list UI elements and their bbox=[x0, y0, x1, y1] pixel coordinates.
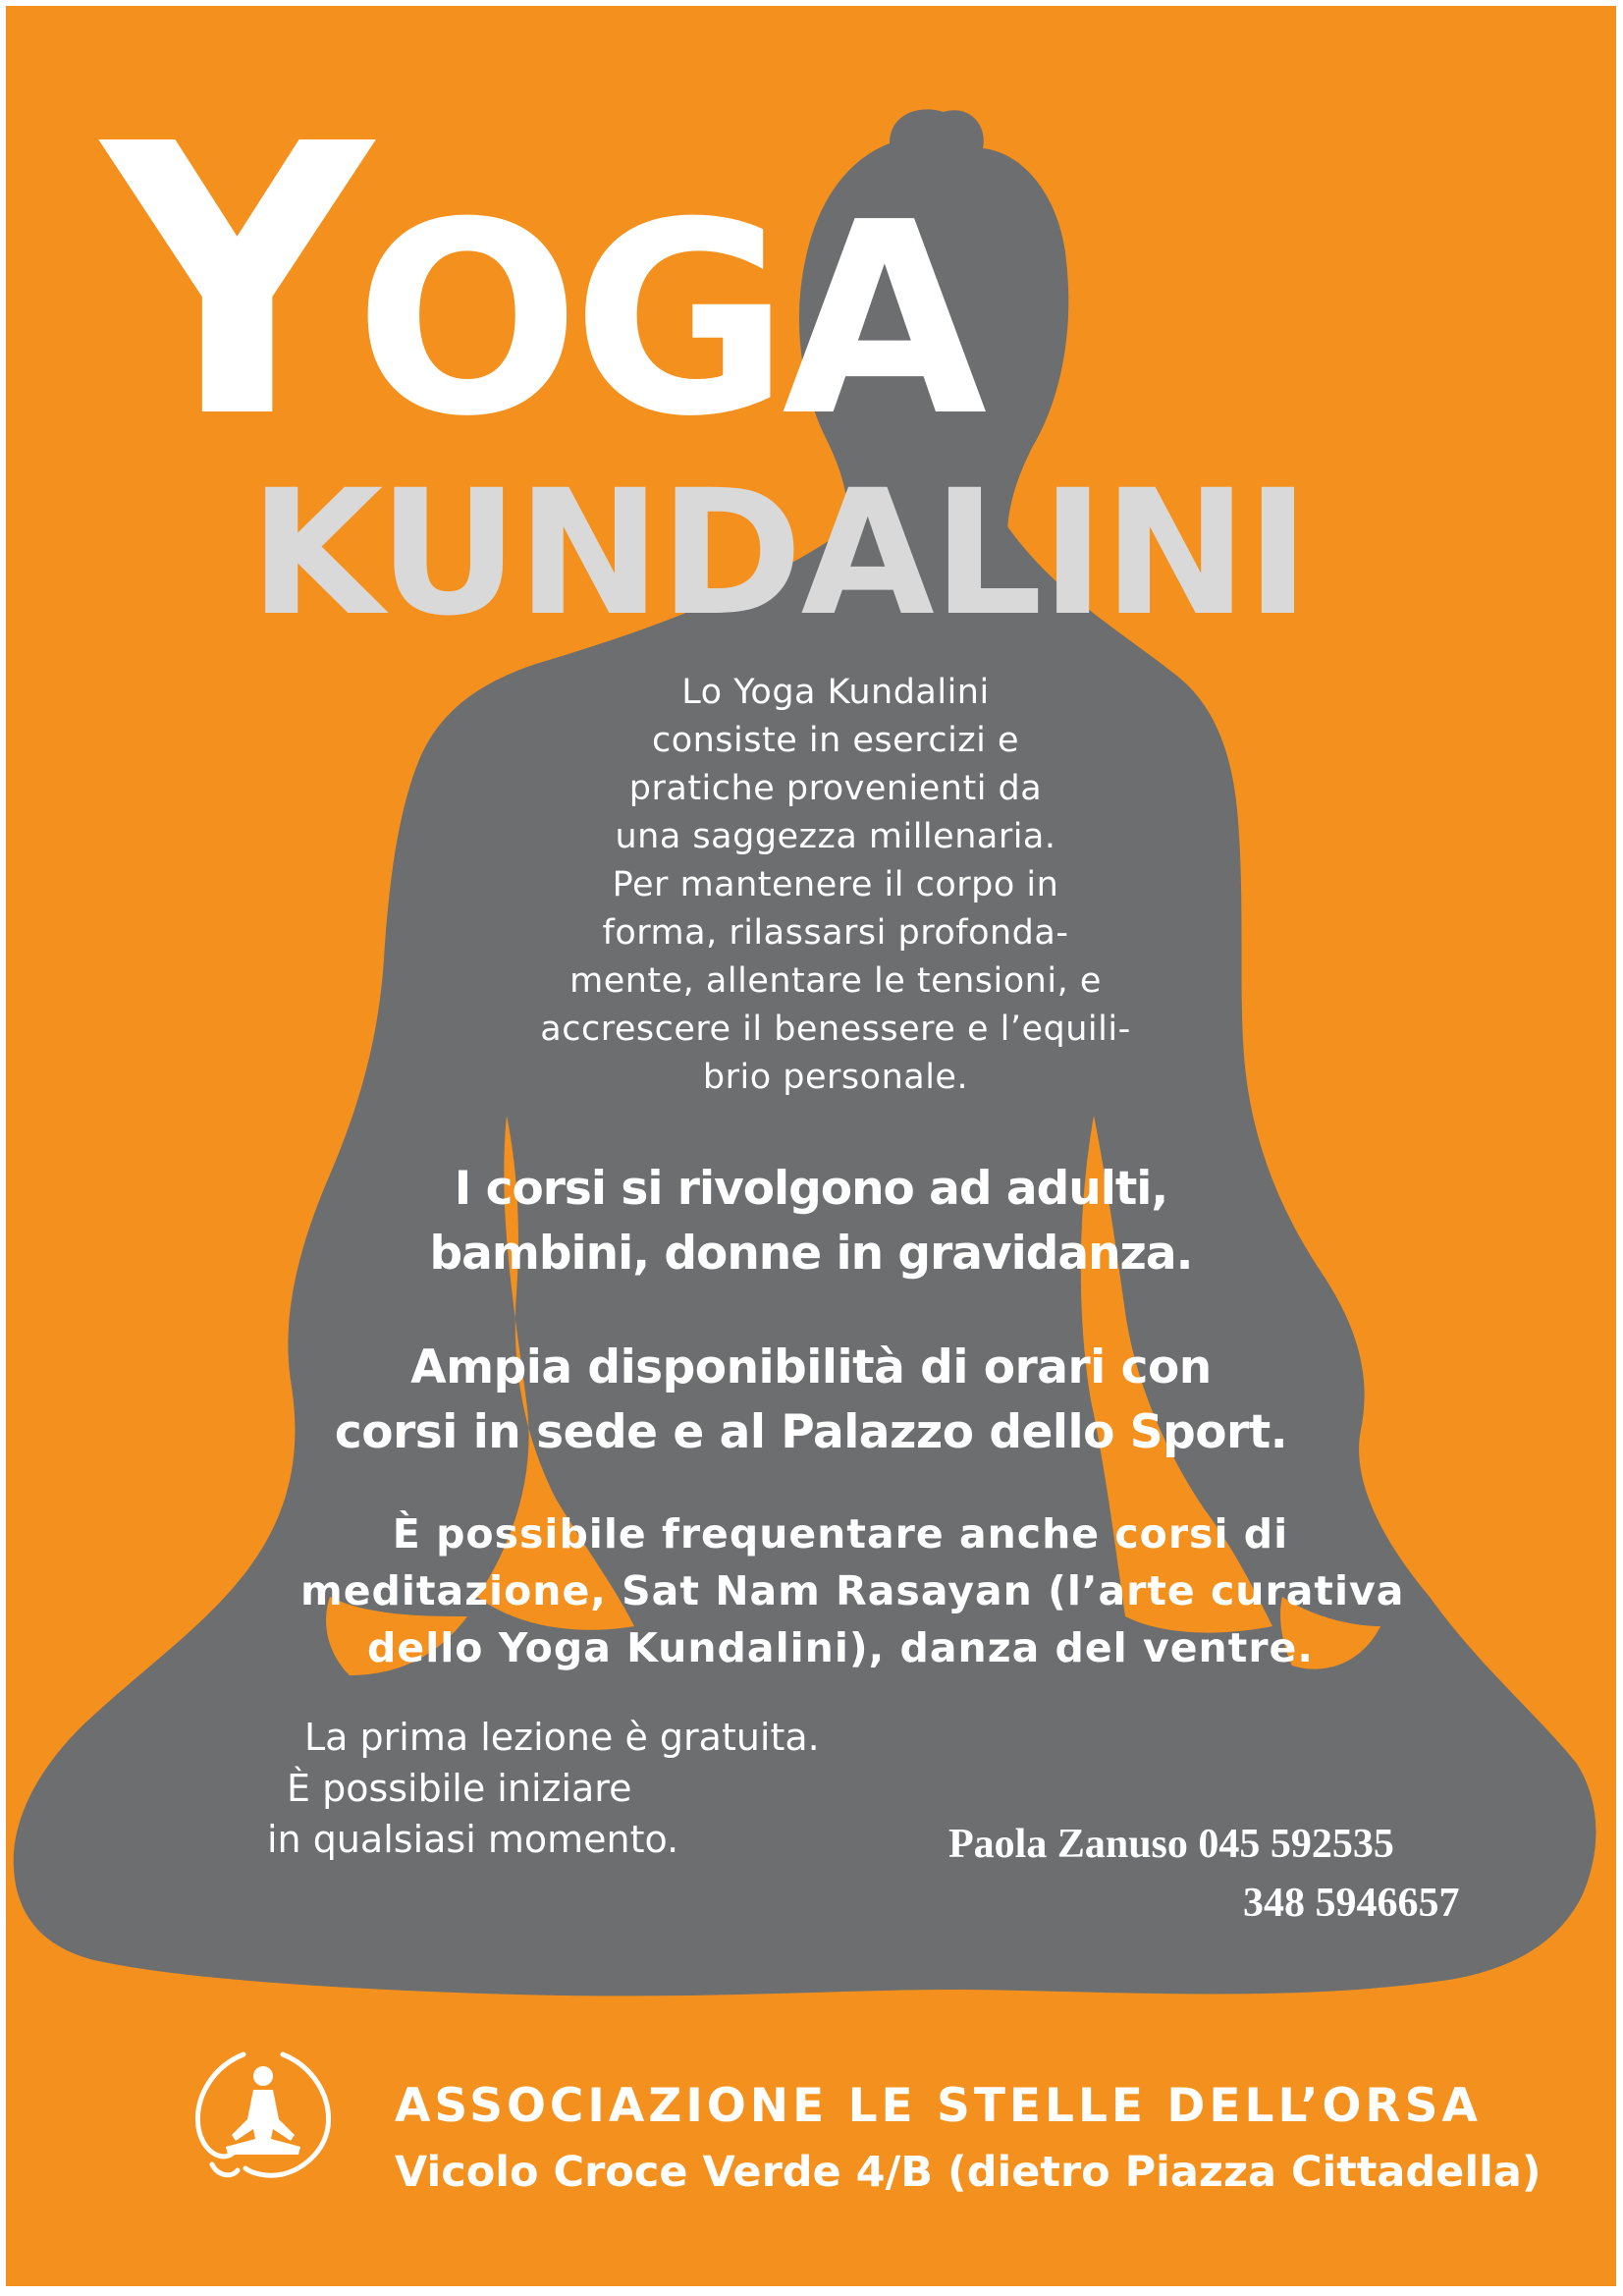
association-name: ASSOCIAZIONE LE STELLE DELL’ORSA bbox=[395, 2079, 1482, 2133]
intro-line: pratiche provenienti da bbox=[628, 769, 1043, 808]
contact-info bbox=[948, 1815, 1577, 1933]
schedule-text bbox=[291, 1336, 1331, 1465]
first-lesson-line: È possibile iniziare bbox=[287, 1767, 632, 1810]
intro-paragraph bbox=[497, 669, 1174, 1102]
intro-line: una saggezza millenaria. bbox=[615, 817, 1056, 856]
first-lesson-line: La prima lezione è gratuita. bbox=[304, 1716, 820, 1759]
contact-mobile: 348 5946657 bbox=[1243, 1881, 1460, 1926]
intro-line: Per mantenere il corpo in bbox=[612, 865, 1059, 904]
schedule-line: Ampia disponibilità di orari con bbox=[410, 1340, 1212, 1394]
other-courses-line: È possibile frequentare anche corsi di bbox=[392, 1510, 1289, 1558]
intro-line: brio personale. bbox=[702, 1058, 969, 1097]
intro-line: Lo Yoga Kundalini bbox=[681, 673, 990, 712]
poster bbox=[6, 6, 1616, 2286]
title-yoga-initial: Y bbox=[102, 65, 355, 500]
meditating-figure-logo-icon bbox=[185, 2037, 342, 2184]
title-yoga bbox=[102, 65, 980, 500]
other-courses-line: dello Yoga Kundalini), danza del ventre. bbox=[367, 1624, 1314, 1671]
intro-line: mente, allentare le tensioni, e bbox=[569, 961, 1102, 1001]
contact-name-phone: Paola Zanuso 045 592535 bbox=[948, 1822, 1394, 1867]
title-kundalini: KUNDALINI bbox=[249, 453, 1309, 654]
intro-line: consiste in esercizi e bbox=[651, 721, 1020, 760]
audience-line: bambini, donne in gravidanza. bbox=[429, 1227, 1193, 1281]
intro-line: forma, rilassarsi profonda- bbox=[602, 913, 1069, 953]
intro-line: accrescere il benessere e l’equili- bbox=[540, 1010, 1131, 1049]
other-courses-text bbox=[300, 1505, 1405, 1676]
title-yoga-rest: OGA bbox=[354, 165, 980, 474]
other-courses-line: meditazione, Sat Nam Rasayan (l’arte curativa bbox=[300, 1567, 1405, 1614]
audience-text bbox=[300, 1157, 1322, 1286]
first-lesson-text bbox=[251, 1712, 939, 1865]
audience-line: I corsi si rivolgono ad adulti, bbox=[454, 1162, 1168, 1216]
first-lesson-line: in qualsiasi momento. bbox=[267, 1818, 679, 1861]
schedule-line: corsi in sede e al Palazzo dello Sport. bbox=[334, 1405, 1288, 1459]
association-address: Vicolo Croce Verde 4/B (dietro Piazza Cittadella) bbox=[395, 2148, 1542, 2197]
